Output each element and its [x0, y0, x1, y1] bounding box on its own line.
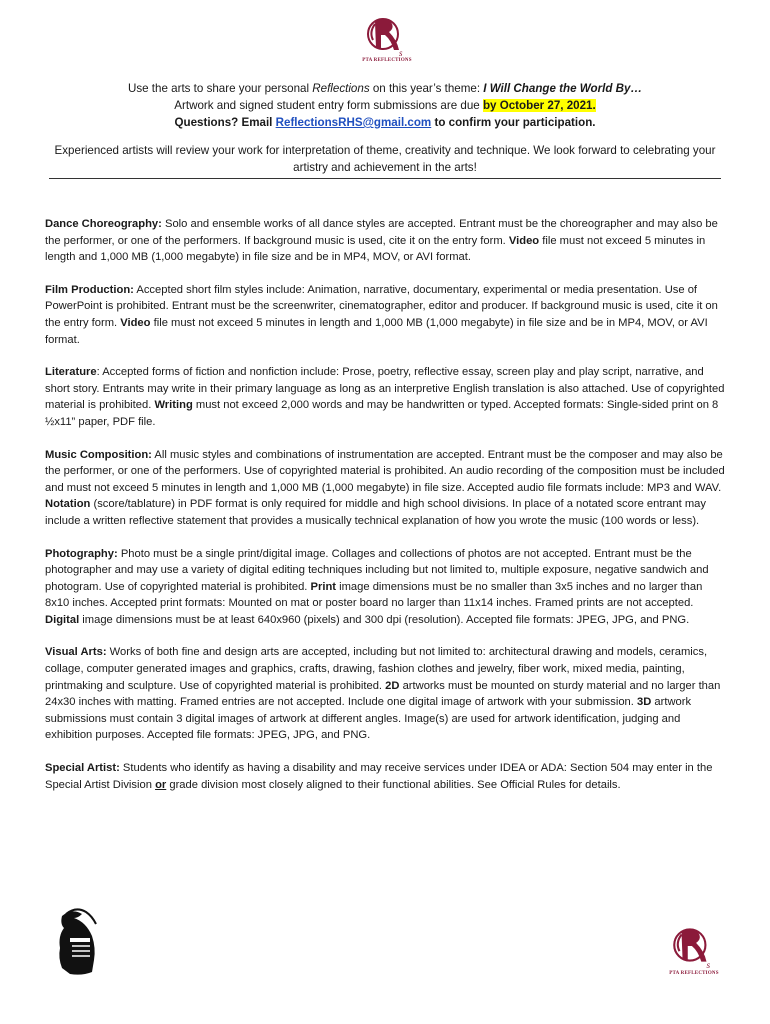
svg-text:s: s: [706, 960, 711, 971]
section-title: Visual Arts:: [45, 646, 107, 659]
pta-reflections-logo-bottom: [666, 920, 722, 978]
logo-caption: PTA REFLECTIONS: [362, 58, 412, 63]
theme-intro-text: Use the arts to share your personal: [127, 82, 313, 95]
section-title: Special Artist:: [45, 762, 120, 775]
section-literature: [45, 364, 725, 430]
section-text: artworks must be mounted on sturdy material and no larger than 24x30 inches with matting. Framed entries are not accepted. Include one digital image of artwork with your submission.: [45, 679, 721, 709]
category-sections: [45, 216, 725, 809]
section-text: image dimensions must be no smaller than 3x5 inches and no larger than 8x10 inches. Accepted print formats: Mounted on mat or poster board no larger than 11x14 inches. Framed prints are not accepted.: [45, 580, 703, 610]
section-film: [45, 282, 725, 348]
section-text: Works of both fine and design arts are accepted, including but not limited to: architectural drawing and models, ceramics, collage, computer generated images and graphics, crafts, drawing, fashion clothes and jewelry, fiber work, mixed media, painting, printmaking and sculpture. Use of copyrighted material is prohibited.: [45, 646, 708, 692]
section-special-artist: [45, 760, 725, 793]
reflections-r-icon: [361, 10, 413, 60]
svg-text:s: s: [399, 48, 403, 58]
questions-post-text: to confirm your participation.: [431, 116, 596, 129]
intro-paragraph: Experienced artists will review your work for interpretation of theme, creativity and technique. We look forward to celebrating your artistry and achievement in the arts!: [54, 144, 716, 174]
section-bold: Print: [310, 580, 337, 593]
reflections-italic: Reflections: [312, 82, 370, 95]
reflections-r-icon: [666, 920, 722, 972]
section-visual-arts: [45, 644, 725, 744]
questions-line: [40, 114, 730, 131]
theme-mid-text: on this year’s theme:: [369, 82, 484, 95]
divider-rule: [49, 178, 721, 180]
section-text: grade division most closely aligned to their functional abilities. See Official Rules for details.: [166, 778, 621, 791]
section-bold: 2D: [385, 679, 400, 692]
section-bold: 3D: [637, 696, 652, 709]
pta-reflections-logo-top: [361, 10, 413, 66]
theme-title: I Will Change the World By…: [483, 82, 643, 95]
email-link[interactable]: ReflectionsRHS@gmail.com: [275, 116, 432, 129]
section-text: : Accepted forms of fiction and nonfiction include: Prose, poetry, reflective essay, screen play and play script, narrative, and short story. Entrants may write in their primary language as long as an interpretive English translation is also attached. Use of copyrighted material is prohibited.: [45, 366, 725, 412]
due-date-line: [40, 97, 730, 114]
section-underlined: or: [155, 778, 167, 791]
section-bold: Digital: [45, 613, 80, 626]
section-title: Music Composition:: [45, 448, 152, 461]
logo-caption: PTA REFLECTIONS: [669, 971, 719, 976]
section-text: Photo must be a single print/digital image. Collages and collections of photos are not accepted. Entrant must be the photographer and may use a variety of digital editing techniques including but not limited to, multiple exposure, negative sandwich and photogram. Use of copyrighted material is prohibited.: [45, 547, 709, 593]
section-dance: [45, 216, 725, 266]
section-text: file must not exceed 5 minutes in length and 1,000 MB (1,000 megabyte) in file size and be in MP4, MOV, or AVI format.: [45, 316, 708, 346]
section-title: Photography:: [45, 547, 118, 560]
section-title: Film Production:: [45, 283, 134, 296]
section-text: Solo and ensemble works of all dance styles are accepted. Entrant must be the choreographer and may also be the performer, or one of the performers. If background music is used, cite it on the entry form.: [45, 218, 718, 247]
section-bold: Video: [120, 316, 151, 329]
due-intro-text: Artwork and signed student entry form submissions are due: [174, 99, 483, 112]
header: [40, 80, 730, 180]
section-text: Students who identify as having a disability and may receive services under IDEA or ADA: Section 504 may enter in the Special Artist Division: [45, 762, 713, 791]
section-text: (score/tablature) in PDF format is only required for middle and high school divisions. In place of a notated score entrant may include a written reflective statement that provides a musically technical explanation of how you wrote the music (100 words or less).: [45, 498, 706, 527]
due-date-highlight: by October 27, 2021.: [482, 99, 596, 112]
section-music: [45, 447, 725, 530]
section-text: artwork submissions must contain 3 digital images of artwork at different angles. Image(s) are used for artwork identification, judging and exhibition purposes. Accepted file formats: JPEG, JPG, and PNG.: [45, 696, 692, 742]
section-bold: Notation: [45, 498, 91, 511]
section-bold: Video: [508, 234, 540, 247]
section-title: Dance Choreography:: [45, 218, 162, 230]
section-text: file must not exceed 5 minutes in length and 1,000 MB (1,000 megabyte) in file size and be in MP4, MOV, or AVI format.: [45, 234, 706, 264]
section-title: Literature: [45, 366, 97, 379]
knight-helmet-icon: [52, 908, 104, 978]
section-text: All music styles and combinations of instrumentation are accepted. Entrant must be the composer and may also be the performer, or one of the performers. Use of copyrighted material is prohibited. An audio recording of the composition must be included and must not exceed 5 minutes in length and 1,000 MB (1,000 megabyte) in file size. Accepted audio file formats include: MP3 and WAV.: [45, 448, 725, 494]
section-text: Accepted short film styles include: Animation, narrative, documentary, experimental or media presentation. Use of PowerPoint is prohibited. Entrant must be the screenwriter, cinematographer, editor and producer. If background music is used, cite it on the entry form.: [45, 283, 718, 329]
section-text: image dimensions must be at least 640x960 (pixels) and 300 dpi (resolution). Accepted file formats: JPEG, JPG, and PNG.: [79, 613, 690, 626]
theme-line: [40, 80, 730, 97]
section-photography: [45, 546, 725, 629]
questions-text: Questions? Email: [174, 116, 276, 129]
section-bold: Writing: [154, 399, 193, 412]
section-text: must not exceed 2,000 words and may be handwritten or typed. Accepted formats: Single-sided print on 8 ½x11” paper, PDF file.: [45, 399, 719, 428]
knight-helmet-logo: [52, 908, 104, 978]
